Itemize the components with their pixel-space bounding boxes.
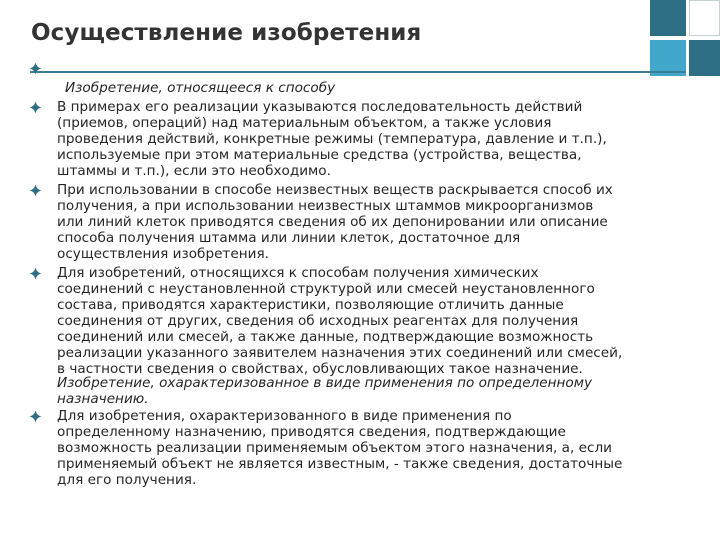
paragraph-line: соединений с неустановленной структурой или смесей неустановленного (57, 281, 595, 297)
paragraph-line: осуществления изобретения. (57, 246, 269, 262)
paragraph-line: реализации указанного заявителем назначения этих соединений или смесей, (57, 345, 623, 361)
paragraph-line: При использовании в способе неизвестных веществ раскрывается способ их (57, 182, 613, 198)
decor-square-dark (650, 0, 686, 36)
paragraph-line: для его получения. (57, 472, 197, 488)
diamond-bullet-icon (29, 184, 43, 198)
bullet-paragraph (57, 265, 697, 377)
paragraph-line: соединения от других, сведения об исходных реагентах для получения (57, 313, 579, 329)
title-divider (30, 71, 686, 73)
paragraph-line: штаммы и т.п.), если это необходимо. (57, 163, 331, 179)
diamond-bullet-icon (29, 62, 43, 76)
bullet-paragraph (57, 408, 697, 488)
bullet-paragraph (57, 182, 697, 262)
paragraph-line: применяемый объект не является известным, - также сведения, достаточные (57, 456, 623, 472)
bullet-paragraph (57, 99, 697, 179)
subheading-application (57, 375, 697, 407)
paragraph-line: состава, приводятся характеристики, позволяющие отличить данные (57, 297, 564, 313)
decor-square-outline (689, 0, 720, 36)
paragraph-line: или линий клеток приводятся сведения об их депонировании или описание (57, 214, 608, 230)
subheading-line: назначению. (57, 391, 149, 407)
subheading-method: Изобретение, относящееся к способу (65, 80, 336, 96)
paragraph-line: способа получения штамма или линии клеток, достаточное для (57, 230, 521, 246)
diamond-bullet-icon (29, 101, 43, 115)
page-title: Осуществление изобретения (31, 20, 422, 46)
paragraph-line: Для изобретения, охарактеризованного в виде применения по (57, 408, 512, 424)
paragraph-line: Для изобретений, относящихся к способам получения химических (57, 265, 539, 281)
subheading-line: Изобретение, охарактеризованное в виде применения по определенному (57, 375, 593, 391)
paragraph-line: получения, а при использовании неизвестных штаммов микроорганизмов (57, 198, 594, 214)
diamond-bullet-icon (29, 267, 43, 281)
paragraph-line: используемые при этом материальные средства (устройства, вещества, (57, 147, 582, 163)
paragraph-line: (приемов, операций) над материальным объектом, а также условия (57, 115, 552, 131)
paragraph-line: возможность реализации применяемым объектом этого назначения, а, если (57, 440, 613, 456)
paragraph-line: в частности сведения о свойствах, обусловливающих такое назначение. (57, 361, 583, 377)
paragraph-line: проведения действий, конкретные режимы (температура, давление и т.п.), (57, 131, 607, 147)
diamond-bullet-icon (29, 410, 43, 424)
paragraph-line: соединений или смесей, а также данные, подтверждающие возможность (57, 329, 594, 345)
decor-square-dark (689, 40, 720, 76)
paragraph-line: В примерах его реализации указываются последовательность действий (57, 99, 583, 115)
paragraph-line: определенному назначению, приводятся сведения, подтверждающие (57, 424, 566, 440)
